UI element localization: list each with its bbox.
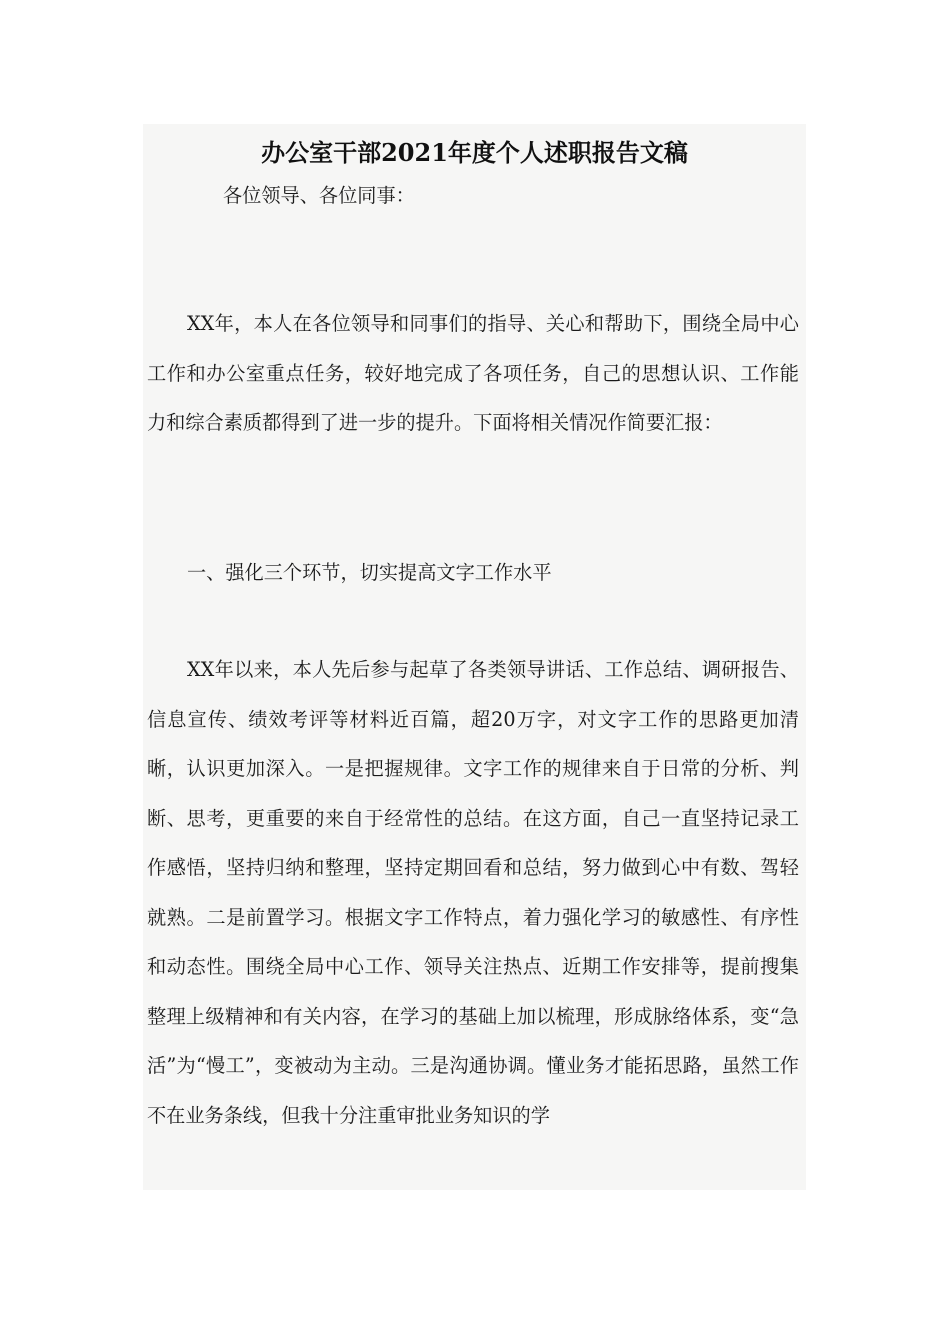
salutation: 各位领导、各位同事： <box>223 184 415 207</box>
document-page <box>143 124 806 1190</box>
paragraph-intro: XX年，本人在各位领导和同事们的指导、关心和帮助下，围绕全局中心工作和办公室重点任务，较好地完成了各项任务，自己的思想认识、工作能力和综合素质都得到了进一步的提升。下面将相关情况作简要汇报： <box>147 312 799 434</box>
paragraph-section-1: XX年以来，本人先后参与起草了各类领导讲话、工作总结、调研报告、信息宣传、绩效考评等材料近百篇，超20万字，对文字工作的思路更加清晰，认识更加深入。一是把握规律。文字工作的规律来自于日常的分析、判断、思考，更重要的来自于经常性的总结。在这方面，自己一直坚持记录工作感悟，坚持归纳和整理，坚持定期回看和总结，努力做到心中有数、驾轻就熟。二是前置学习。根据文字工作特点，着力强化学习的敏感性、有序性和动态性。围绕全局中心工作、领导关注热点、近期工作安排等，提前搜集整理上级精神和有关内容，在学习的基础上加以梳理，形成脉络体系，变“急活”为“慢工”，变被动为主动。三是沟通协调。懂业务才能拓思路，虽然工作不在业务条线，但我十分注重审批业务知识的学 <box>147 658 799 1127</box>
document-title: 办公室干部2021年度个人述职报告文稿 <box>261 138 688 167</box>
section-heading-1: 一、强化三个环节，切实提高文字工作水平 <box>187 561 552 584</box>
